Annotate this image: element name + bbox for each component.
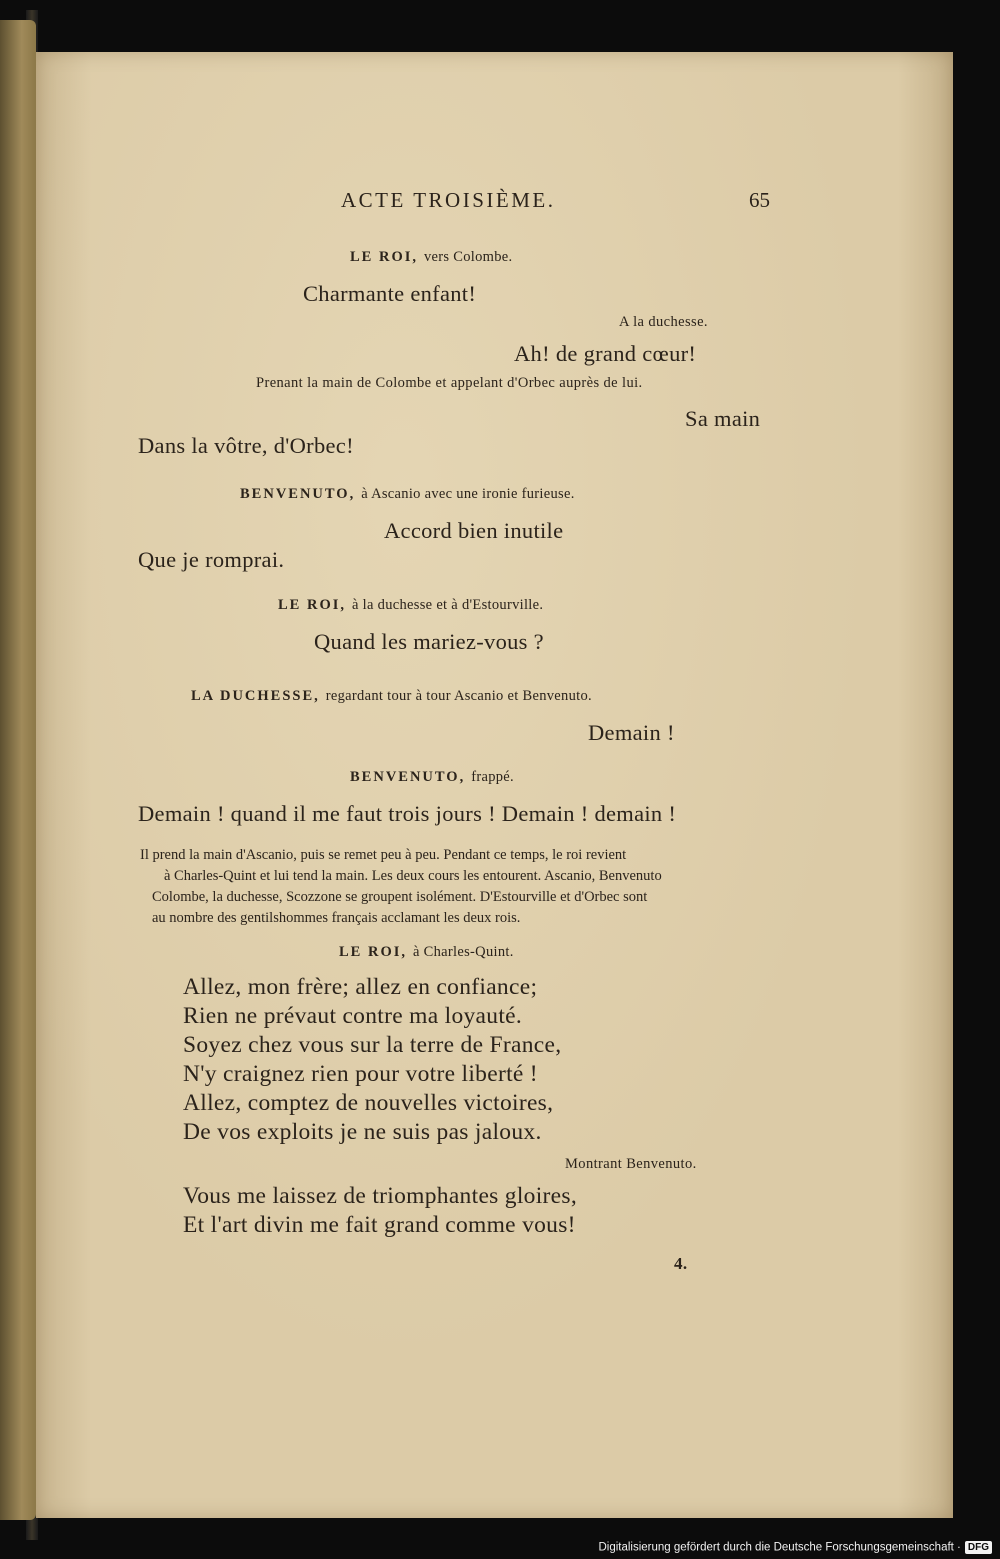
verse-line: Rien ne prévaut contre ma loyauté. <box>183 1003 523 1029</box>
speaker-name: LE ROI, <box>278 597 346 613</box>
dialogue-line: Ah! de grand cœur! <box>514 341 697 366</box>
verse-line: Allez, mon frère; allez en confiance; <box>183 974 538 1000</box>
speaker-name: LA DUCHESSE, <box>191 688 320 704</box>
digitization-credit <box>598 1541 992 1554</box>
paragraph-line: Colombe, la duchesse, Scozzone se groupent isolément. D'Estourville et d'Orbec sont <box>152 889 648 905</box>
verse-line: Et l'art divin me fait grand comme vous! <box>183 1212 576 1238</box>
speaker-heading <box>191 688 592 705</box>
running-header: ACTE TROISIÈME. <box>341 188 556 212</box>
book-page <box>36 52 953 1518</box>
stage-direction: vers Colombe. <box>424 249 513 265</box>
dfg-logo: DFG <box>965 1541 992 1554</box>
stage-direction: Prenant la main de Colombe et appelant d'Orbec auprès de lui. <box>256 375 643 391</box>
paragraph-line: Il prend la main d'Ascanio, puis se remet peu à peu. Pendant ce temps, le roi revient <box>140 847 627 863</box>
speaker-heading <box>350 769 514 786</box>
speaker-name: BENVENUTO, <box>350 769 466 785</box>
verse-line: Soyez chez vous sur la terre de France, <box>183 1032 562 1058</box>
stage-direction: à Ascanio avec une ironie furieuse. <box>361 486 575 502</box>
stage-direction: Montrant Benvenuto. <box>565 1156 697 1172</box>
dialogue-line: Demain ! <box>588 720 675 745</box>
speaker-name: BENVENUTO, <box>240 486 356 502</box>
paragraph-line: à Charles-Quint et lui tend la main. Les deux cours les entourent. Ascanio, Benvenuto <box>164 868 662 884</box>
adjacent-page-edge <box>0 20 36 1520</box>
verse-line: Allez, comptez de nouvelles victoires, <box>183 1090 554 1116</box>
speaker-name: LE ROI, <box>339 944 407 960</box>
speaker-heading <box>350 249 512 266</box>
verse-line: Vous me laissez de triomphantes gloires, <box>183 1183 578 1209</box>
stage-direction-paragraph <box>140 845 770 929</box>
dialogue-line: Dans la vôtre, d'Orbec! <box>138 433 354 458</box>
dialogue-line: Quand les mariez-vous ? <box>314 629 544 654</box>
verse-line: De vos exploits je ne suis pas jaloux. <box>183 1119 542 1145</box>
signature-mark: 4. <box>674 1254 688 1273</box>
paragraph-line: au nombre des gentilshommes français acclamant les deux rois. <box>152 910 521 926</box>
speaker-heading <box>339 944 514 961</box>
speaker-name: LE ROI, <box>350 249 418 265</box>
verse-line: N'y craignez rien pour votre liberté ! <box>183 1061 538 1087</box>
dialogue-line: Sa main <box>685 406 761 431</box>
dialogue-line: Que je romprai. <box>138 547 285 572</box>
page-number: 65 <box>749 188 770 212</box>
stage-direction: à Charles-Quint. <box>413 944 514 960</box>
speaker-heading <box>278 597 543 614</box>
dialogue-line: Demain ! quand il me faut trois jours ! Demain ! demain ! <box>138 801 677 826</box>
dialogue-line: Charmante enfant! <box>303 281 477 306</box>
stage-direction: frappé. <box>471 769 514 785</box>
speaker-heading <box>240 486 575 503</box>
stage-direction: à la duchesse et à d'Estourville. <box>352 597 544 613</box>
dialogue-line: Accord bien inutile <box>384 518 564 543</box>
stage-direction: A la duchesse. <box>619 314 708 330</box>
credit-text: Digitalisierung gefördert durch die Deutsche Forschungsgemeinschaft · <box>598 1541 961 1554</box>
stage-direction: regardant tour à tour Ascanio et Benvenuto. <box>325 688 592 704</box>
